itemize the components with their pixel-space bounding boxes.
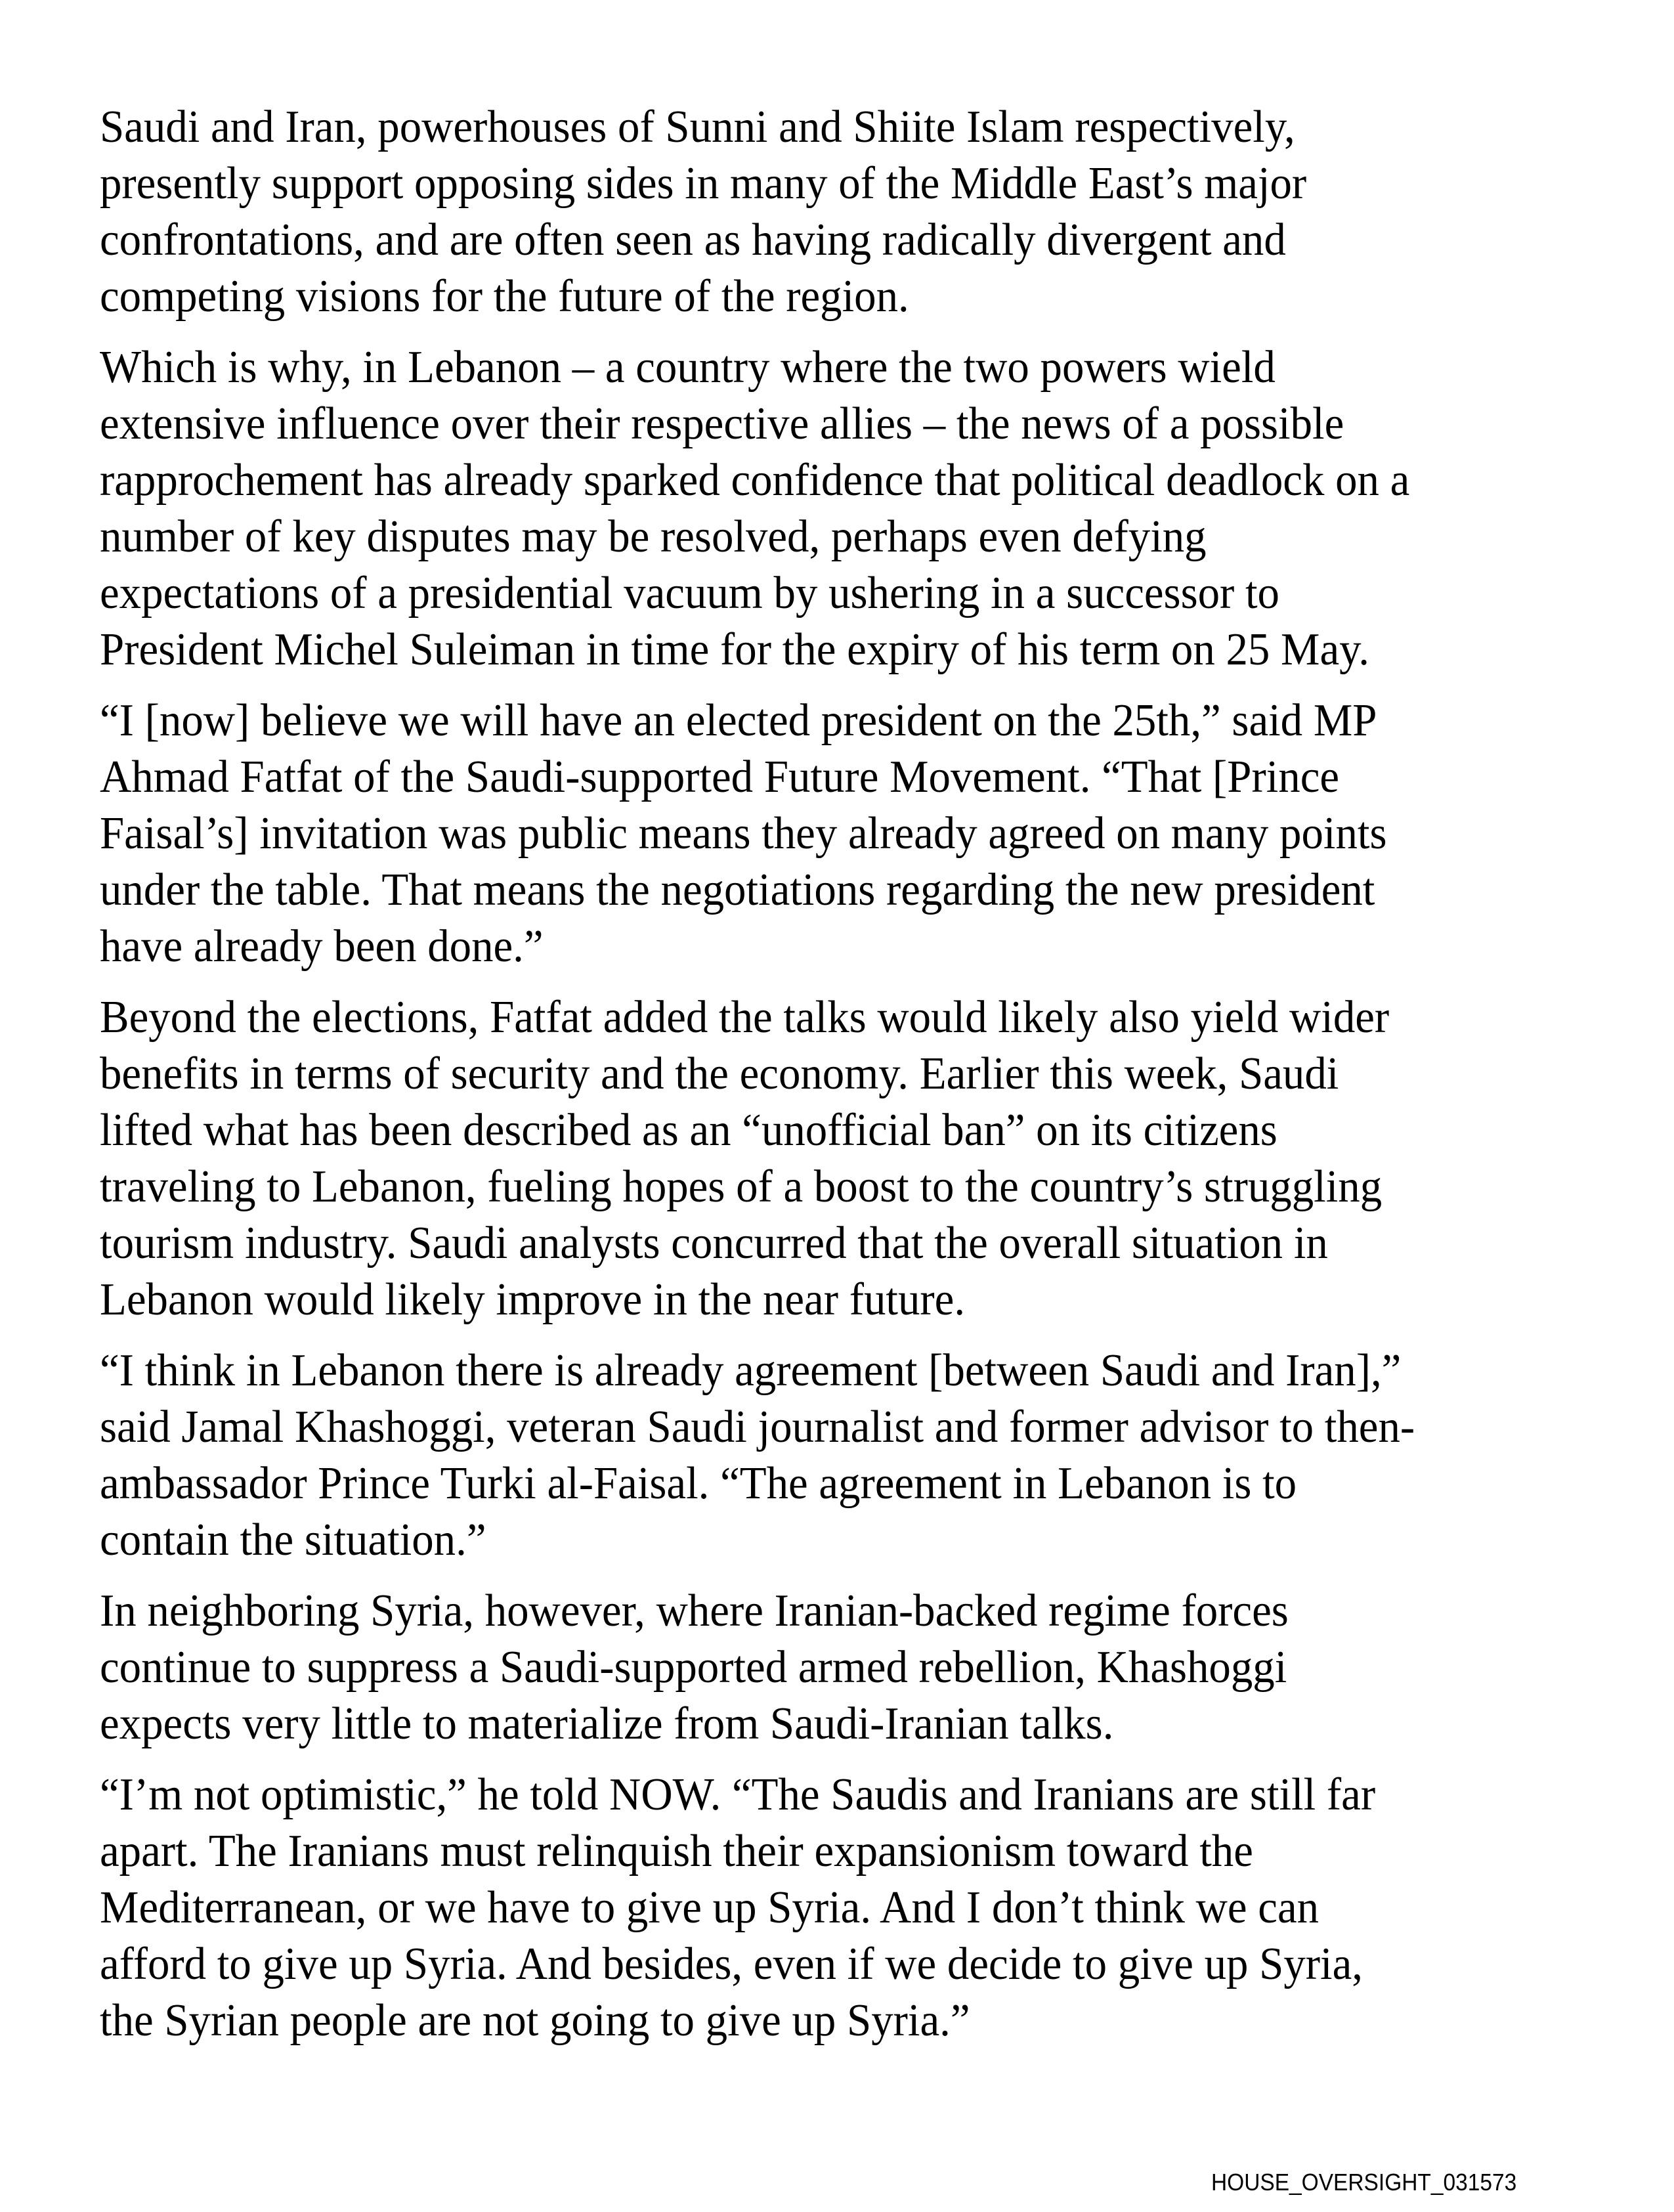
text-line: In neighboring Syria, however, where Iranian-backed regime forces — [100, 1586, 1289, 1636]
paragraph-2 — [100, 339, 1610, 678]
text-line: tourism industry. Saudi analysts concurred that the overall situation in — [100, 1218, 1328, 1269]
text-line: competing visions for the future of the region. — [100, 271, 909, 322]
text-line: under the table. That means the negotiations regarding the new president — [100, 865, 1375, 915]
text-line: lifted what has been described as an “unofficial ban” on its citizens — [100, 1105, 1277, 1156]
text-line: continue to suppress a Saudi-supported armed rebellion, Khashoggi — [100, 1642, 1287, 1693]
article-body — [100, 99, 1610, 2064]
text-line: apart. The Iranians must relinquish their expansionism toward the — [100, 1826, 1253, 1876]
text-line: afford to give up Syria. And besides, even if we decide to give up Syria, — [100, 1939, 1363, 1989]
text-line: expectations of a presidential vacuum by ushering in a successor to — [100, 568, 1279, 618]
text-line: benefits in terms of security and the economy. Earlier this week, Saudi — [100, 1049, 1339, 1099]
text-line: Beyond the elections, Fatfat added the talks would likely also yield wider — [100, 992, 1390, 1043]
text-line: ambassador Prince Turki al-Faisal. “The agreement in Lebanon is to — [100, 1458, 1297, 1509]
text-line: “I [now] believe we will have an elected president on the 25th,” said MP — [100, 695, 1377, 746]
text-line: Ahmad Fatfat of the Saudi-supported Future Movement. “That [Prince — [100, 752, 1340, 802]
text-line: said Jamal Khashoggi, veteran Saudi journalist and former advisor to then- — [100, 1402, 1415, 1452]
text-line: contain the situation.” — [100, 1515, 486, 1565]
paragraph-3 — [100, 693, 1610, 975]
text-line: extensive influence over their respective allies – the news of a possible — [100, 399, 1344, 449]
paragraph-5 — [100, 1343, 1610, 1569]
text-line: the Syrian people are not going to give up Syria.” — [100, 1995, 970, 2046]
text-line: Saudi and Iran, powerhouses of Sunni and Shiite Islam respectively, — [100, 102, 1295, 152]
text-line: “I think in Lebanon there is already agreement [between Saudi and Iran],” — [100, 1345, 1402, 1396]
text-line: presently support opposing sides in many of the Middle East’s major — [100, 158, 1307, 209]
text-line: Mediterranean, or we have to give up Syria. And I don’t think we can — [100, 1882, 1320, 1933]
text-line: expects very little to materialize from Saudi-Iranian talks. — [100, 1699, 1114, 1749]
text-line: Lebanon would likely improve in the near future. — [100, 1274, 966, 1325]
text-line: Faisal’s] invitation was public means they already agreed on many points — [100, 808, 1387, 859]
text-line: rapprochement has already sparked confidence that political deadlock on a — [100, 455, 1410, 506]
text-line: confrontations, and are often seen as having radically divergent and — [100, 215, 1286, 265]
text-line: Which is why, in Lebanon – a country where the two powers wield — [100, 342, 1276, 393]
text-line: number of key disputes may be resolved, perhaps even defying — [100, 511, 1207, 562]
text-line: have already been done.” — [100, 921, 544, 972]
text-line: “I’m not optimistic,” he told NOW. “The Saudis and Iranians are still far — [100, 1769, 1376, 1820]
text-line: traveling to Lebanon, fueling hopes of a boost to the country’s struggling — [100, 1161, 1383, 1212]
paragraph-6 — [100, 1583, 1610, 1752]
bates-number-footer: HOUSE_OVERSIGHT_031573 — [1211, 2169, 1517, 2196]
paragraph-4 — [100, 989, 1610, 1328]
paragraph-7 — [100, 1767, 1610, 2049]
paragraph-1 — [100, 99, 1610, 325]
text-line: President Michel Suleiman in time for the expiry of his term on 25 May. — [100, 624, 1369, 675]
